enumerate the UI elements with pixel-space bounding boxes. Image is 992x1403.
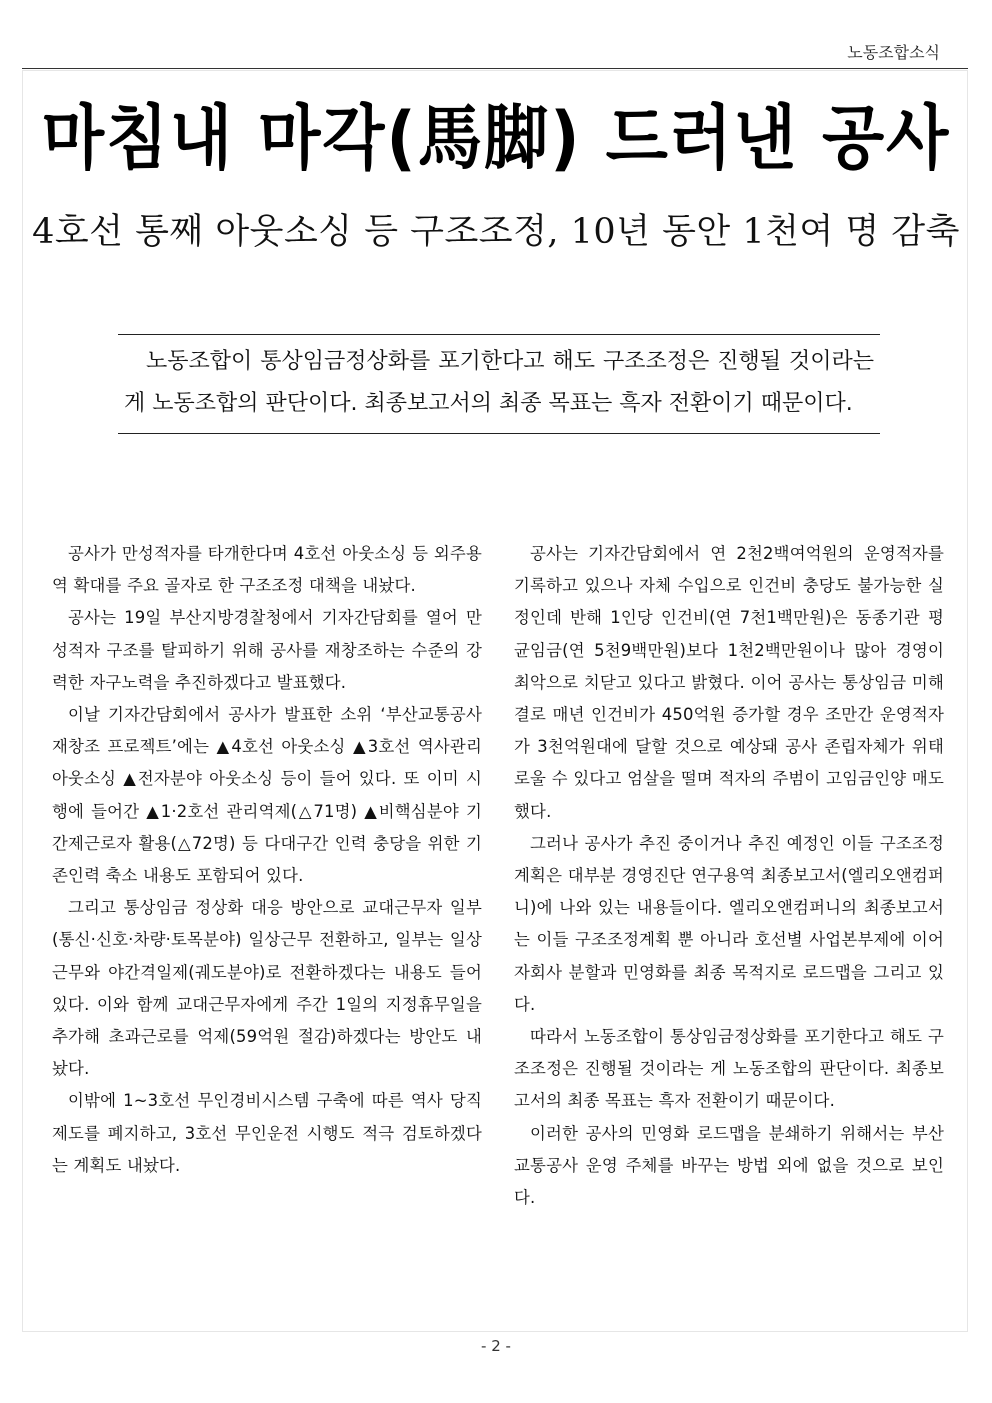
paragraph: 공사는 기자간담회에서 연 2천2백여억원의 운영적자를 기록하고 있으나 자체 수입으로 인건비 충당도 불가능한 실정인데 반해 1인당 인건비(연 7천1백만원)은 동종기관 평균임금(연 5천9백만원)보다 1천2백만원이나 많아 경영이 최악으로 치닫고 있다고 밝혔다. 이어 공사는 통상임금 미해결로 매년 인건비가 450억원 증가할 경우 조만간 운영적자가 3천억원대에 달할 것으로 예상돼 공사 존립자체가 위태로울 수 있다고 엄살을 떨며 적자의 주범이 고임금인양 매도했다. — [514, 544, 944, 821]
article-body — [52, 538, 944, 1308]
summary-box — [118, 334, 880, 434]
paragraph: 공사는 19일 부산지방경찰청에서 기자간담회를 열어 만성적자 구조를 탈피하기 위해 공사를 재창조하는 수준의 강력한 자구노력을 추진하겠다고 발표했다. — [52, 608, 482, 692]
summary-text: 노동조합이 통상임금정상화를 포기한다고 해도 구조조정은 진행될 것이라는 게 노동조합의 판단이다. 최종보고서의 최종 목표는 흑자 전환이기 때문이다. — [124, 349, 874, 416]
paragraph: 이러한 공사의 민영화 로드맵을 분쇄하기 위해서는 부산교통공사 운영 주체를 바꾸는 방법 외에 없을 것으로 보인다. — [514, 1123, 944, 1208]
section-label: 노동조합소식 — [847, 43, 940, 62]
paragraph: 따라서 노동조합이 통상임금정상화를 포기한다고 해도 구조조정은 진행될 것이라는 게 노동조합의 판단이다. 최종보고서의 최종 목표는 흑자 전환이기 때문이다. — [514, 1027, 944, 1111]
paragraph: 이밖에 1~3호선 무인경비시스템 구축에 따른 역사 당직 제도를 폐지하고, 3호선 무인운전 시행도 적극 검토하겠다는 계획도 내놨다. — [52, 1091, 482, 1175]
header-divider — [22, 68, 968, 69]
subheadline: 4호선 통째 아웃소싱 등 구조조정, 10년 동안 1천여 명 감축 — [32, 212, 960, 252]
left-column — [52, 538, 482, 1308]
paragraph: 그러나 공사가 추진 중이거나 추진 예정인 이들 구조조정계획은 대부분 경영진단 연구용역 최종보고서(엘리오앤컴퍼니)에 나와 있는 내용들이다. 엘리오앤컴퍼니의 최종보고서는 이들 구조조정계획 뿐 아니라 호선별 사업본부제에 이어 자회사 분할과 민영화를 최종 목적지로 로드맵을 그리고 있다. — [514, 833, 944, 1014]
headline: 마침내 마각(馬脚) 드러낸 공사 — [41, 97, 951, 179]
paragraph: 공사가 만성적자를 타개한다며 4호선 아웃소싱 등 외주용역 확대를 주요 골자로 한 구조조정 대책을 내놨다. — [52, 544, 482, 596]
page-number: - 2 - — [481, 1337, 511, 1355]
paragraph: 이날 기자간담회에서 공사가 발표한 소위 ‘부산교통공사 재창조 프로젝트’에는 ▲4호선 아웃소싱 ▲3호선 역사관리 아웃소싱 ▲전자분야 아웃소싱 등이 들어 있다. 또 이미 시행에 들어간 ▲1·2호선 관리역제(△71명) ▲비핵심분야 기간제근로자 활용(△72명) 등 다대구간 인력 충당을 위한 기존인력 축소 내용도 포함되어 있다. — [52, 705, 482, 886]
paragraph: 그리고 통상임금 정상화 대응 방안으로 교대근무자 일부(통신·신호·차량·토목분야) 일상근무 전환하고, 일부는 일상근무와 야간격일제(궤도분야)로 전환하겠다는 내용도 들어 있다. 이와 함께 교대근무자에게 주간 1일의 지정휴무일을 추가해 초과근로를 억제(59억원 절감)하겠다는 방안도 내놨다. — [52, 898, 482, 1079]
right-column — [514, 538, 944, 1308]
